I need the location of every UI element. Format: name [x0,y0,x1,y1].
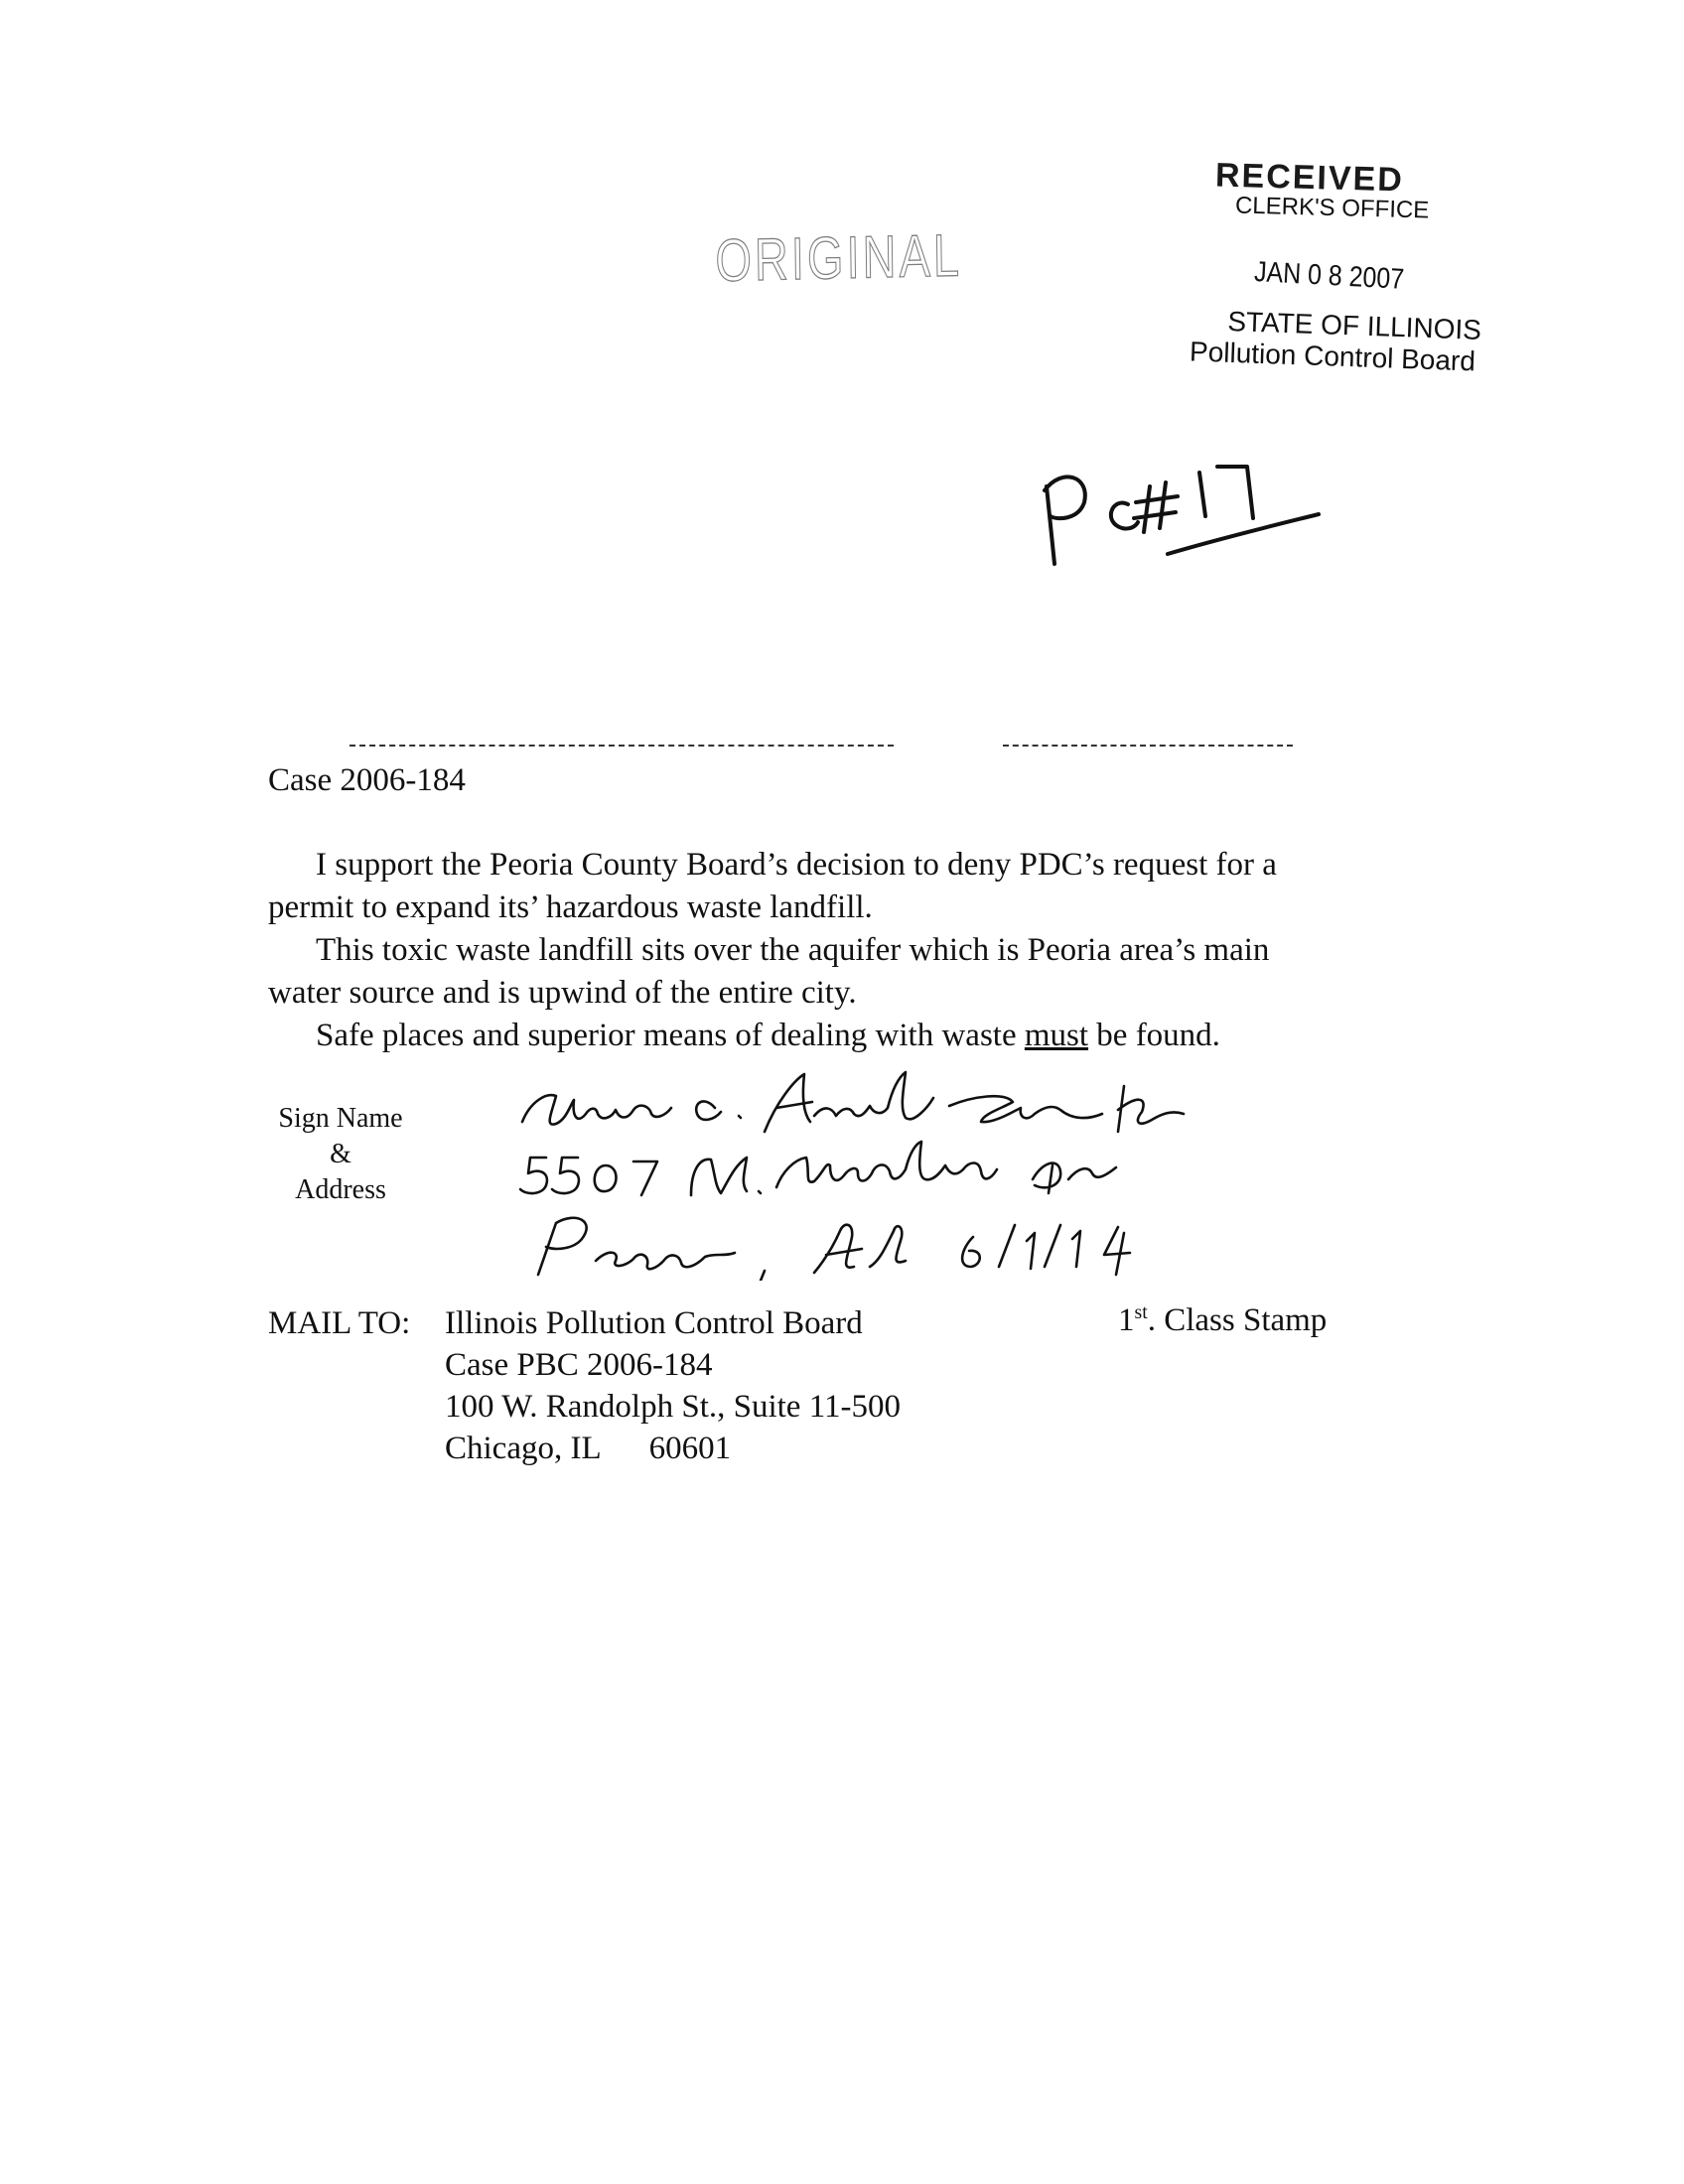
statement-line-3: This toxic waste landfill sits over the aquifer which is Peoria area’s main [316,932,1270,968]
postage-text: . Class Stamp [1147,1302,1328,1338]
first-class-stamp-note [1118,1302,1327,1339]
mail-zip: 60601 [648,1431,732,1466]
mail-street: 100 W. Randolph St., Suite 11-500 [445,1389,901,1425]
received-stamp-title: RECEIVED [1214,156,1405,200]
original-stamp: ORIGINAL [715,221,963,294]
dashed-line-right [1003,745,1293,747]
statement-line-5 [268,1015,1489,1057]
sign-name-label: Sign Name [278,1103,403,1134]
statement-line-2: permit to expand its’ hazardous waste landfill. [268,889,873,925]
mail-recipient: Illinois Pollution Control Board [445,1305,863,1341]
received-stamp-office: CLERK'S OFFICE [1234,192,1430,224]
mail-address [445,1302,901,1469]
handwritten-pc17-mark [1033,447,1331,576]
mail-city: Chicago, IL [445,1431,602,1466]
statement-line-5-before: Safe places and superior means of dealing with waste [316,1018,1025,1053]
received-stamp-board: Pollution Control Board [1189,336,1476,377]
statement-emphasis-must: must [1024,1018,1089,1053]
mail-case: Case PBC 2006-184 [445,1347,713,1383]
case-heading: Case 2006-184 [268,762,466,798]
sign-address-label: Address [295,1174,386,1205]
mail-city-line [445,1428,901,1469]
postage-number: 1 [1118,1302,1135,1338]
statement-line-5-after: be found. [1088,1018,1220,1053]
postage-ordinal-suffix: st [1134,1301,1148,1324]
statement-line-4: water source and is upwind of the entire city. [268,975,857,1011]
statement-paragraph [268,844,1489,1057]
dashed-line-left [350,745,894,747]
received-stamp-date: JAN 0 8 2007 [1253,256,1405,296]
received-stamp-state: STATE OF ILLINOIS [1226,305,1482,345]
statement-line-1: I support the Peoria County Board’s decision to deny PDC’s request for a [316,847,1277,883]
sign-ampersand-label: & [330,1139,351,1169]
handwritten-signature-address [516,1062,1251,1281]
mail-to-label: MAIL TO: [268,1305,411,1341]
